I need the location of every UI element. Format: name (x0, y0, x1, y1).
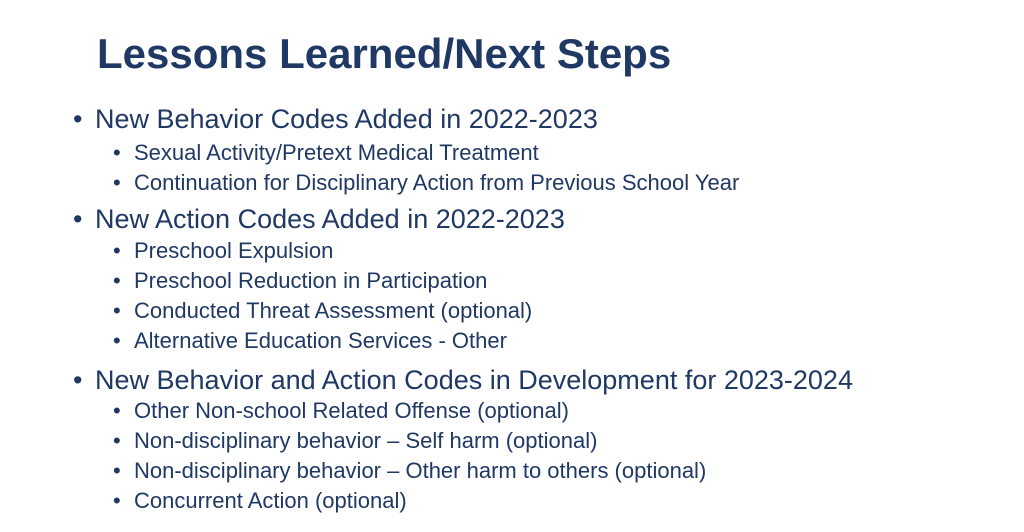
list-item (113, 458, 706, 484)
bullet-dot: • (113, 428, 121, 453)
list-item-text: Concurrent Action (optional) (134, 488, 407, 513)
section-heading (73, 364, 853, 396)
list-item-text: Non-disciplinary behavior – Self harm (optional) (134, 428, 598, 453)
list-item-text: Preschool Reduction in Participation (134, 268, 488, 293)
list-item (113, 238, 333, 264)
list-item-text: Alternative Education Services - Other (134, 328, 507, 353)
section-heading-text: New Behavior Codes Added in 2022-2023 (95, 104, 598, 134)
list-item-text: Non-disciplinary behavior – Other harm to others (optional) (134, 458, 707, 483)
list-item (113, 428, 597, 454)
list-item (113, 298, 532, 324)
list-item-text: Conducted Threat Assessment (optional) (134, 298, 533, 323)
list-item (113, 170, 739, 196)
bullet-dot: • (113, 140, 121, 165)
bullet-dot: • (113, 170, 121, 195)
bullet-dot: • (73, 204, 83, 234)
list-item (113, 328, 507, 354)
bullet-dot: • (113, 488, 121, 513)
bullet-dot: • (113, 458, 121, 483)
bullet-dot: • (113, 268, 121, 293)
bullet-dot: • (113, 298, 121, 323)
section-heading (73, 203, 565, 235)
section-heading-text: New Behavior and Action Codes in Development for 2023-2024 (95, 365, 853, 395)
list-item (113, 398, 569, 424)
bullet-dot: • (113, 398, 121, 423)
section-heading (73, 103, 598, 135)
list-item-text: Continuation for Disciplinary Action from Previous School Year (134, 170, 740, 195)
list-item-text: Other Non-school Related Offense (optional) (134, 398, 569, 423)
list-item (113, 488, 407, 514)
list-item-text: Sexual Activity/Pretext Medical Treatment (134, 140, 539, 165)
bullet-dot: • (73, 104, 83, 134)
list-item (113, 140, 539, 166)
list-item-text: Preschool Expulsion (134, 238, 334, 263)
slide-title: Lessons Learned/Next Steps (97, 30, 672, 77)
list-item (113, 268, 487, 294)
section-heading-text: New Action Codes Added in 2022-2023 (95, 204, 565, 234)
bullet-dot: • (113, 238, 121, 263)
bullet-dot: • (73, 365, 83, 395)
bullet-dot: • (113, 328, 121, 353)
